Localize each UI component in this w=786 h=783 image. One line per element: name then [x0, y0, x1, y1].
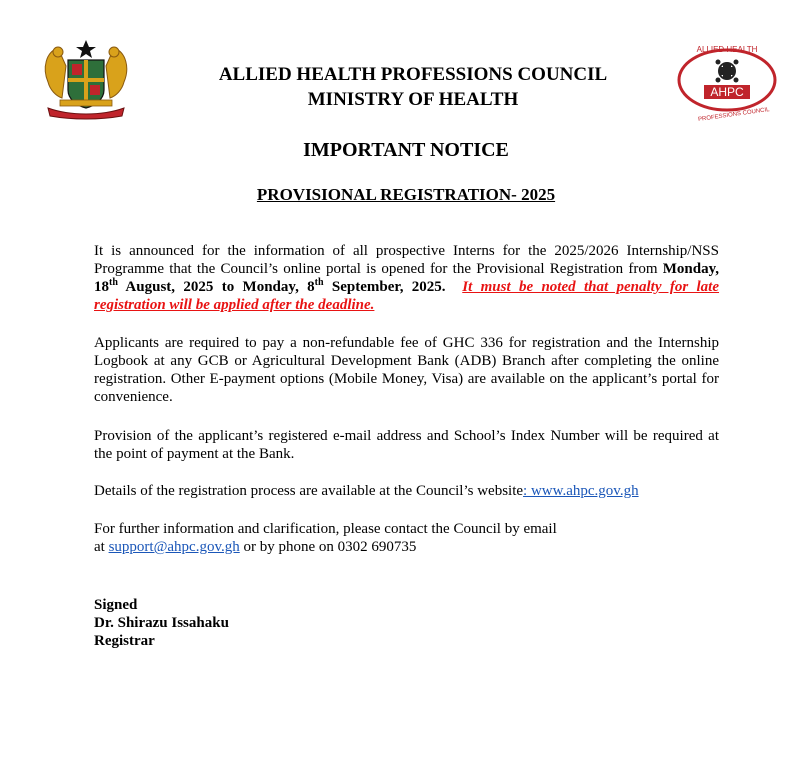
- paragraph-website: [94, 482, 719, 500]
- org-title: ALLIED HEALTH PROFESSIONS COUNCIL: [218, 64, 608, 85]
- logo-top-text: ALLIED HEALTH: [696, 45, 758, 54]
- notice-heading: IMPORTANT NOTICE: [303, 139, 509, 161]
- subject-text: PROVISIONAL REGISTRATION- 2025: [256, 185, 556, 204]
- signed-label: Signed: [94, 597, 138, 613]
- phone-text: or by phone on 0302 690735: [239, 539, 417, 555]
- signatory-title: Registrar: [94, 633, 155, 649]
- email-link[interactable]: support@ahpc.gov.gh: [108, 539, 240, 555]
- website-text: Details of the registration process are available at the Council’s website: [94, 483, 524, 499]
- announcement-lead: It is announced for the information of all prospective Interns for the 2025/2026 Internship/NSS Programme that the Council’s online portal is opened for the Provisional Registration from: [94, 243, 719, 277]
- subject-heading: [0, 185, 786, 205]
- paragraph-contact: For further information and clarification, please contact the Council by email at support@ahpc.gov.gh or by phone on 0302 690735: [94, 520, 719, 556]
- penalty-warning: It must be noted that penalty for late registration will be applied after the deadline.: [94, 279, 720, 313]
- paragraph-payment: Provision of the applicant’s registered e-mail address and School’s Index Number will be required at the point of payment at the Bank.: [94, 428, 719, 462]
- signature-block: [94, 596, 229, 650]
- logo-abbr-text: AHPC: [710, 85, 744, 99]
- paragraph-announcement: [94, 242, 719, 314]
- website-link[interactable]: : www.ahpc.gov.gh: [523, 483, 639, 499]
- logo-bottom-text: PROFESSIONS COUNCIL: [697, 107, 770, 123]
- contact-line: For further information and clarification, please contact the Council by email: [94, 521, 557, 537]
- paragraph-fee: Applicants are required to pay a non-refundable fee of GHC 336 for registration and the Internship Logbook at any GCB or Agricultural Development Bank (ADB) Branch after completing the online registration. Other E-payment options (Mobile Money, Visa) are available on the applicant’s portal for convenience.: [94, 335, 719, 405]
- registration-dates: Monday, 18th August, 2025 to Monday, 8th September, 2025.: [94, 261, 719, 295]
- signatory-name: Dr. Shirazu Issahaku: [94, 615, 229, 631]
- ministry-title: MINISTRY OF HEALTH: [307, 89, 519, 110]
